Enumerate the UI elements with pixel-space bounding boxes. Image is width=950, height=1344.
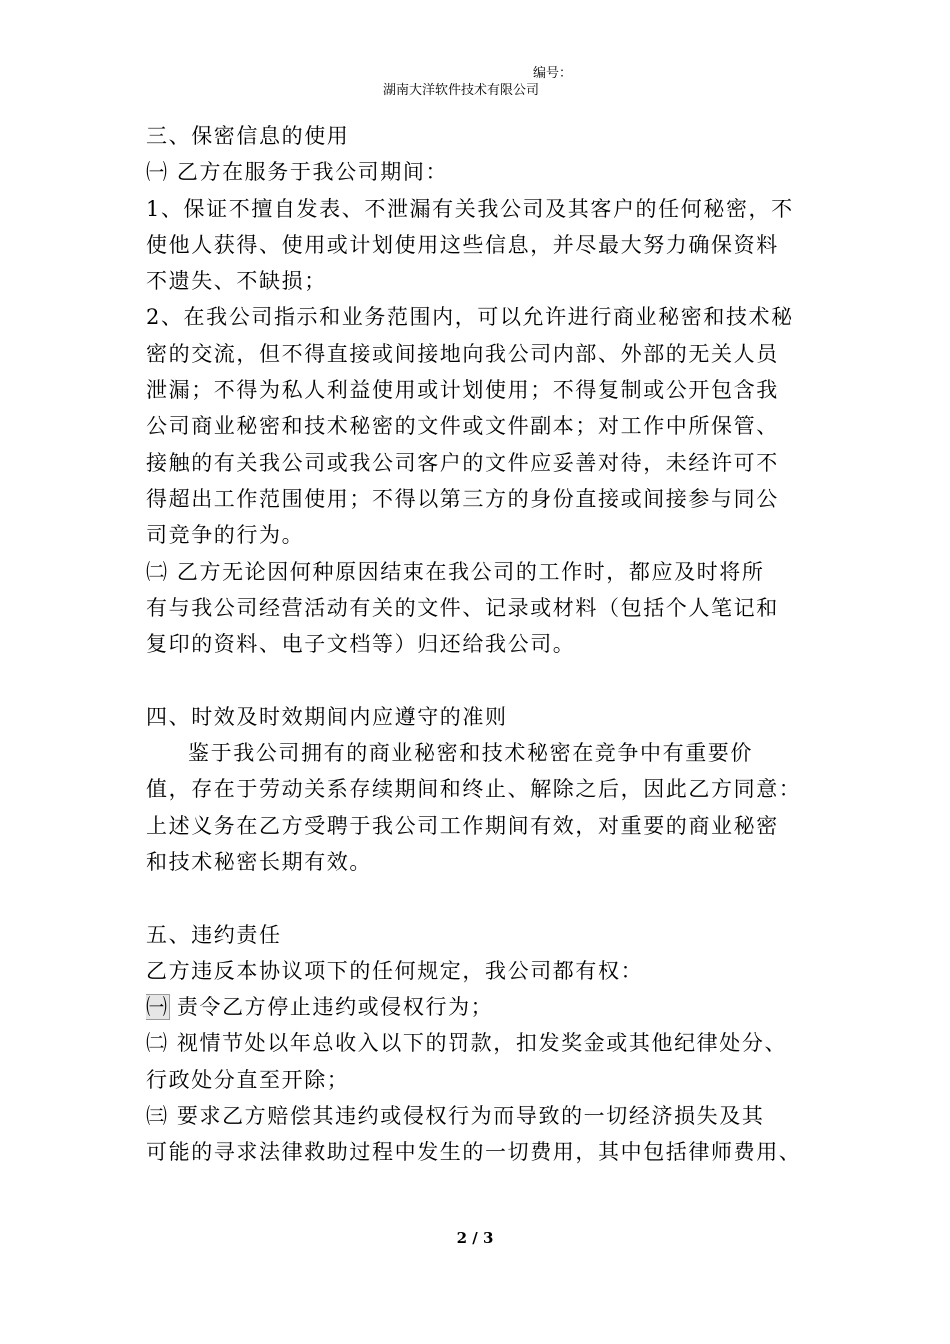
paragraph-line: ㈢ 要求乙方赔偿其违约或侵权行为而导致的一切经济损失及其 <box>146 1104 765 1129</box>
paragraph-line: 复印的资料、电子文档等）归还给我公司。 <box>146 632 576 657</box>
paragraph-line: 鉴于我公司拥有的商业秘密和技术秘密在竞争中有重要价 <box>188 741 753 766</box>
section-heading-4: 四、时效及时效期间内应遵守的准则 <box>146 704 508 729</box>
section-heading-3: 三、保密信息的使用 <box>146 124 350 148</box>
paragraph-line: 2、在我公司指示和业务范围内，可以允许进行商业秘密和技术秘 <box>146 305 794 330</box>
paragraph-line: 可能的寻求法律救助过程中发生的一切费用，其中包括律师费用、 <box>146 1140 802 1165</box>
highlighted-list-marker: ㈠ <box>146 995 169 1020</box>
paragraph-line: 公司商业秘密和技术秘密的文件或文件副本；对工作中所保管、 <box>146 414 779 439</box>
paragraph-line: 司竞争的行为。 <box>146 523 305 548</box>
paragraph-line: 和技术秘密长期有效。 <box>146 849 372 874</box>
company-name: 湖南大洋软件技术有限公司 <box>383 83 540 98</box>
paragraph-line: 使他人获得、使用或计划使用这些信息，并尽最大努力确保资料 <box>146 232 779 257</box>
paragraph-line: 得超出工作范围使用；不得以第三方的身份直接或间接参与同公 <box>146 486 779 511</box>
paragraph-line: 乙方违反本协议项下的任何规定，我公司都有权： <box>146 958 644 983</box>
paragraph-line: 有与我公司经营活动有关的文件、记录或材料（包括个人笔记和 <box>146 595 779 620</box>
paragraph-line: 接触的有关我公司或我公司客户的文件应妥善对待，未经许可不 <box>146 450 779 475</box>
paragraph-line: 1、保证不擅自发表、不泄漏有关我公司及其客户的任何秘密，不 <box>146 196 794 221</box>
section-heading-5: 五、违约责任 <box>146 922 282 947</box>
paragraph-line-highlighted <box>146 989 816 1025</box>
document-body <box>146 118 816 1171</box>
paragraph-line: 密的交流，但不得直接或间接地向我公司内部、外部的无关人员 <box>146 341 779 366</box>
document-code-label: 编号： <box>533 66 573 81</box>
paragraph-line: ㈠ 乙方在服务于我公司期间： <box>146 160 449 185</box>
paragraph-line: 不遗失、不缺损； <box>146 269 327 294</box>
blank-line <box>146 662 816 698</box>
paragraph-line: 值，存在于劳动关系存续期间和终止、解除之后，因此乙方同意： <box>146 777 802 802</box>
paragraph-line: 泄漏；不得为私人利益使用或计划使用；不得复制或公开包含我 <box>146 378 779 403</box>
page-number: 2 / 3 <box>456 1229 494 1247</box>
paragraph-line: ㈡ 乙方无论因何种原因结束在我公司的工作时，都应及时将所 <box>146 559 765 584</box>
paragraph-line: ㈡ 视情节处以年总收入以下的罚款，扣发奖金或其他纪律处分、 <box>146 1031 788 1056</box>
paragraph-line-text: 责令乙方停止违约或侵权行为； <box>168 995 494 1020</box>
paragraph-line: 上述义务在乙方受聘于我公司工作期间有效，对重要的商业秘密 <box>146 813 779 838</box>
blank-line <box>146 880 816 916</box>
paragraph-line: 行政处分直至开除； <box>146 1067 350 1092</box>
